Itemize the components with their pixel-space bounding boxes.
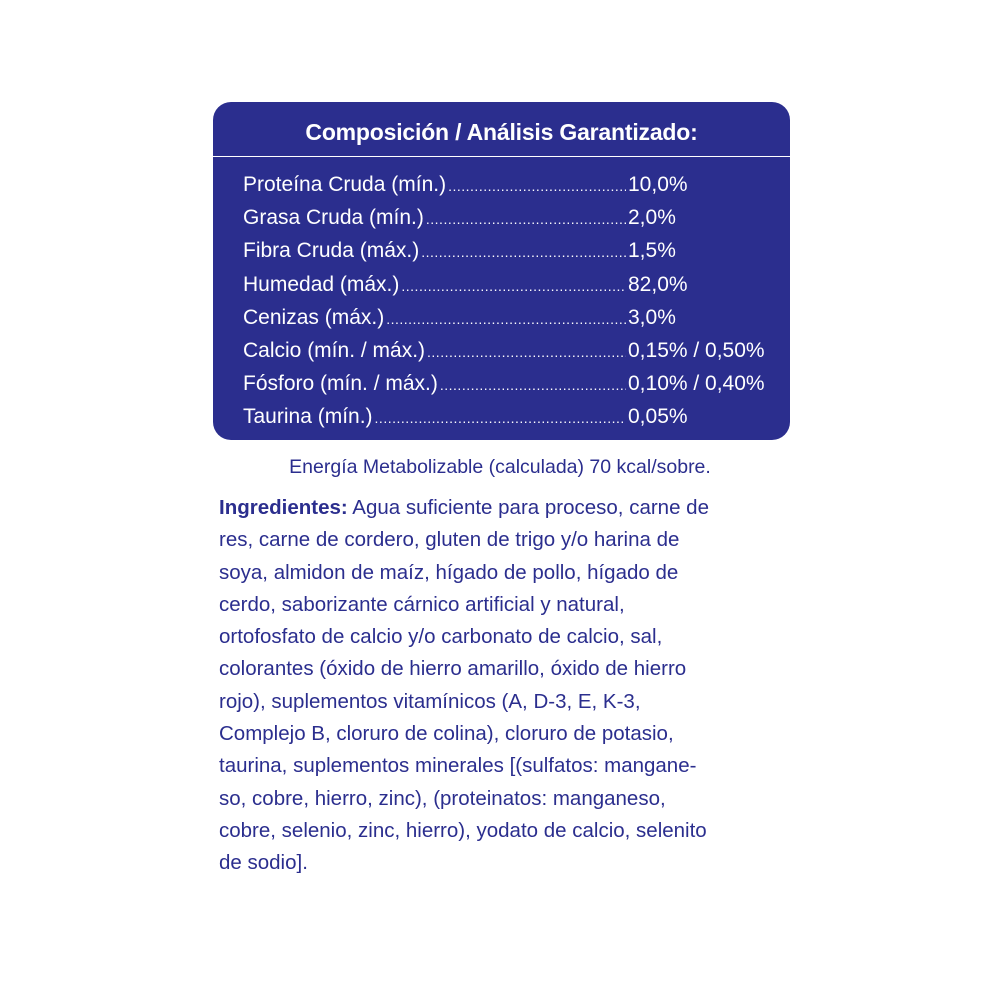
ingredients-text: Agua suficiente para proceso, carne de (347, 496, 709, 519)
ingredients-line (219, 492, 799, 524)
ingredients-line: de sodio]. (219, 851, 308, 875)
ingredients-line: soya, almidon de maíz, hígado de pollo, hígado de (219, 560, 679, 584)
dot-leader (426, 203, 626, 236)
analysis-row (243, 367, 783, 400)
row-value: 0,10% / 0,40% (628, 372, 765, 396)
guaranteed-analysis-panel (213, 102, 790, 440)
analysis-row (243, 268, 783, 301)
row-value: 3,0% (628, 305, 676, 329)
row-label: Grasa Cruda (mín.) (243, 206, 424, 230)
ingredients-line: ortofosfato de calcio y/o carbonato de calcio, sal, (219, 625, 663, 649)
panel-divider (213, 156, 790, 157)
analysis-row (243, 334, 783, 367)
dot-leader (421, 236, 626, 269)
row-label: Taurina (mín.) (243, 405, 373, 429)
ingredients-line: cobre, selenio, zinc, hierro), yodato de calcio, selenito (219, 818, 707, 842)
row-value: 82,0% (628, 272, 688, 296)
row-value: 10,0% (628, 173, 688, 196)
ingredients-line: taurina, suplementos minerales [(sulfatos: mangane- (219, 754, 697, 778)
analysis-row (243, 168, 783, 201)
ingredients-line: Complejo B, cloruro de colina), cloruro de potasio, (219, 722, 674, 746)
ingredients-line: so, cobre, hierro, zinc), (proteinatos: manganeso, (219, 786, 666, 810)
energy-statement: Energía Metabolizable (calculada) 70 kcal/sobre. (289, 456, 711, 478)
row-label: Fósforo (mín. / máx.) (243, 372, 438, 396)
dot-leader (401, 270, 626, 303)
row-label: Proteína Cruda (mín.) (243, 173, 447, 196)
row-label: Cenizas (máx.) (243, 305, 385, 329)
row-value: 1,5% (628, 239, 676, 263)
ingredients-heading: Ingredientes: (219, 496, 348, 519)
dot-leader (375, 402, 626, 435)
ingredients-line: cerdo, saborizante cárnico artificial y natural, (219, 592, 625, 616)
analysis-row (243, 400, 783, 433)
dot-leader (386, 303, 626, 336)
dot-leader (440, 369, 626, 402)
row-label: Fibra Cruda (máx.) (243, 239, 420, 263)
analysis-row (243, 234, 783, 267)
row-value: 0,05% (628, 405, 688, 429)
dot-leader (448, 170, 626, 203)
ingredients-line: rojo), suplementos vitamínicos (A, D-3, E, K-3, (219, 689, 641, 713)
ingredients-paragraph (219, 492, 799, 880)
ingredients-line: res, carne de cordero, gluten de trigo y/o harina de (219, 528, 680, 552)
analysis-row (243, 301, 783, 334)
dot-leader (427, 336, 626, 369)
analysis-table (243, 168, 783, 434)
row-label: Calcio (mín. / máx.) (243, 338, 426, 362)
row-label: Humedad (máx.) (243, 272, 400, 296)
ingredients-line: colorantes (óxido de hierro amarillo, óxido de hierro (219, 657, 687, 681)
analysis-row (243, 201, 783, 234)
row-value: 2,0% (628, 206, 676, 230)
panel-title: Composición / Análisis Garantizado: (305, 119, 698, 145)
row-value: 0,15% / 0,50% (628, 338, 765, 362)
